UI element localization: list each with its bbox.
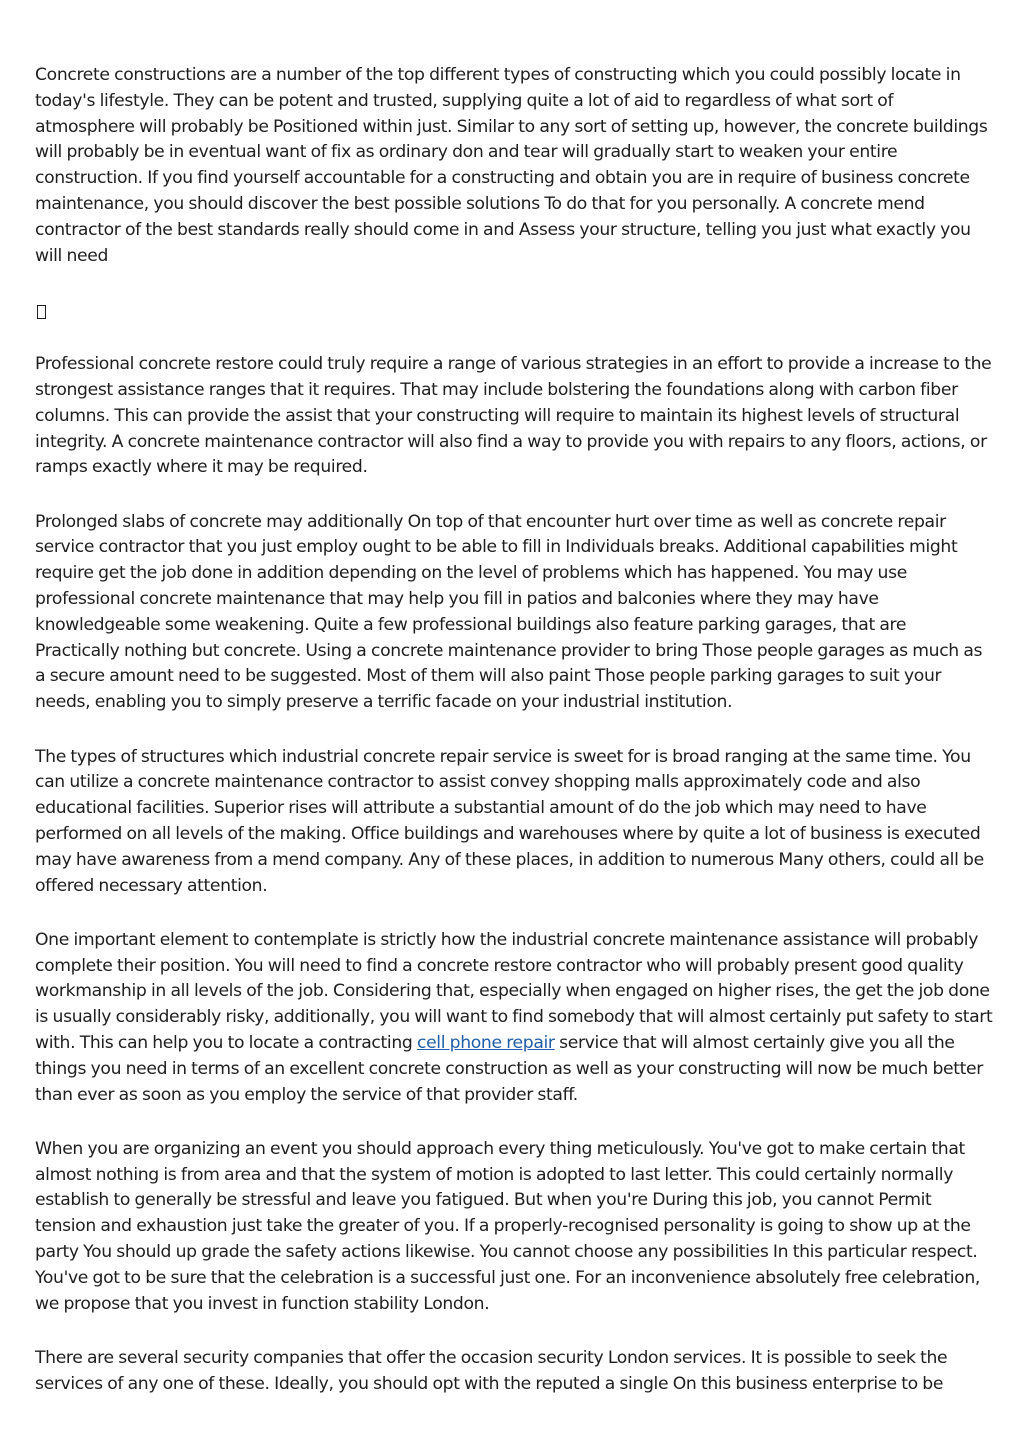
paragraph-organizing-event: When you are organizing an event you should approach every thing meticulously. You've got to make certain that almost nothing is from area and that the system of motion is adopted to last letter. This could certainly normally establish to generally be stressful and leave you fatigued. But when you're During this job, you cannot Permit tension and exhaustion just take the greater of you. If a properly-recognised personality is going to show up at the party You should up grade the safety actions likewise. You cannot choose any possibilities In this particular respect. You've got to be sure that the celebration is a successful just one. For an inconvenience absolutely free celebration, we propose that you invest in function stability London.	[35, 1138, 981, 1314]
paragraph-security-companies: There are several security companies that offer the occasion security London services. It is possible to seek the services of any one of these. Ideally, you should opt with the reputed a single On this business enterprise to be	[35, 1347, 948, 1394]
paragraph-prolonged-slabs: Prolonged slabs of concrete may additionally On top of that encounter hurt over time as well as concrete repair service contractor that you just employ ought to be able to fill in Individuals breaks. Additional capabilities might require get the job done in addition depending on the level of problems which has happened. You may use professional concrete maintenance that may help you fill in patios and balconies where they may have knowledgeable some weakening. Quite a few professional buildings also feature parking garages, that are Practically nothing but concrete. Using a concrete maintenance provider to bring Those people garages as much as a secure amount need to be suggested. Most of them will also paint Those people parking garages to suit your needs, enabling you to simply preserve a terrific facade on your industrial institution.	[35, 511, 983, 713]
paragraph-structure-types: The types of structures which industrial concrete repair service is sweet for is broad ranging at the same time. You can utilize a concrete maintenance contractor to assist convey shopping malls approximately code and also educational facilities. Superior rises will attribute a substantial amount of do the job which may need to have performed on all levels of the making. Office buildings and warehouses where by quite a lot of business is executed may have awareness from a mend company. Any of these places, in addition to numerous Many others, could all be offered necessary attention.	[35, 746, 984, 896]
paragraph-intro: Concrete constructions are a number of the top different types of constructing which you could possibly locate in today's lifestyle. They can be potent and trusted, supplying quite a lot of aid to regardless of what sort of atmosphere will probably be Positioned within just. Similar to any sort of setting up, however, the concrete buildings will probably be in eventual want of fix as ordinary don and tear will gradually start to weaken your entire construction. If you find yourself accountable for a constructing and obtain you are in require of business concrete maintenance, you should discover the best possible solutions To do that for you personally. A concrete mend contractor of the best standards really should come in and Assess your structure, telling you just what exactly you will need	[35, 65, 988, 266]
paragraph-text-after-link: service that will almost certainly give you all the things you need in terms of an excellent concrete construction as well as your constructing will now be much better than ever as soon as you employ the service of that provider staff.	[35, 1033, 983, 1105]
document-body	[35, 63, 995, 1426]
paragraph-professional-restore: Professional concrete restore could truly require a range of various strategies in an effort to provide a increase to the strongest assistance ranges that it requires. That may include bolstering the foundations along with carbon fiber columns. This can provide the assist that your constructing will require to maintain its highest levels of structural integrity. A concrete maintenance contractor will also find a way to provide you with repairs to any floors, actions, or ramps exactly where it may be required.	[35, 354, 992, 478]
missing-image-placeholder	[35, 298, 995, 324]
missing-glyph-icon	[37, 305, 46, 319]
paragraph-important-element	[35, 928, 995, 1109]
paragraph-text-before-link: One important element to contemplate is strictly how the industrial concrete maintenance assistance will probably complete their position. You will need to find a concrete restore contractor who will probably present good quality workmanship in all levels of the job. Considering that, especially when engaged on higher rises, the get the job done is usually considerably risky, additionally, you will want to find somebody that will almost certainly put safety to start with. This can help you to locate a contracting	[35, 929, 993, 1053]
cell-phone-repair-link[interactable]: cell phone repair	[416, 1033, 555, 1053]
